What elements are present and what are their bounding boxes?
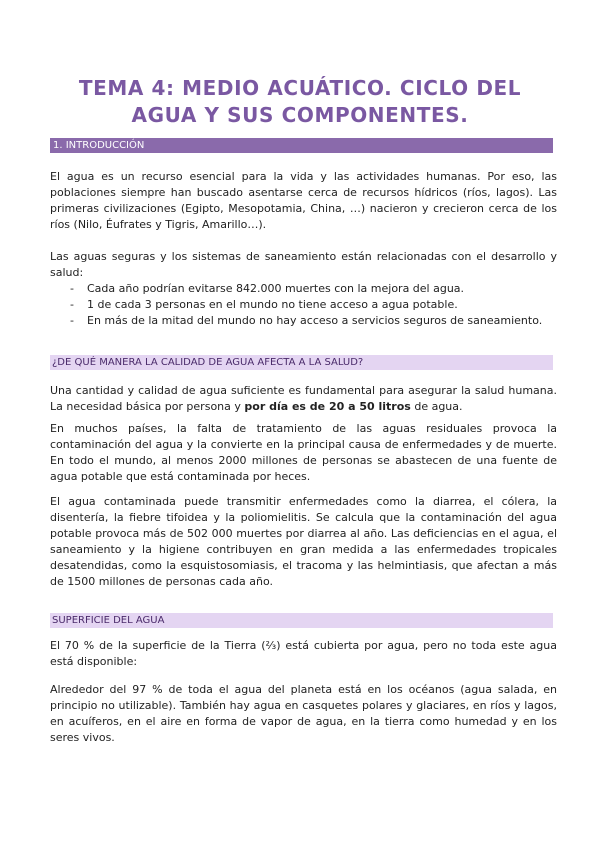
intro-paragraph-1: El agua es un recurso esencial para la vida y las actividades humanas. Por eso, las poblaciones siempre han buscado asentarse cerca de recursos hídricos (ríos, lagos). Las primeras civilizaciones (Egipto, Mesopotamia, China, …) nacieron y crecieron cerca de los ríos (Nilo, Éufrates y Tigris, Amarillo…). (50, 170, 557, 231)
section-heading-introduccion: 1. INTRODUCCIÓN (50, 138, 553, 153)
health-paragraph-1 (50, 383, 557, 415)
health-paragraph-2: En muchos países, la falta de tratamiento de las aguas residuales provoca la contaminación del agua y la convierte en la principal causa de enfermedades y de muerte. En todo el mundo, al menos 2000 millones de personas se abastecen de una fuente de agua potable que está contaminada por heces. (50, 422, 557, 483)
health-paragraph-1-text-a: Una cantidad y calidad de agua suficiente es fundamental para asegurar la salud humana. La necesidad básica por persona y (50, 384, 557, 413)
surface-paragraph-2: Alrededor del 97 % de toda el agua del planeta está en los océanos (agua salada, en principio no utilizable). También hay agua en casquetes polares y glaciares, en ríos y lagos, en acuíferos, en el aire en forma de vapor de agua, en la tierra como humedad y en los seres vivos. (50, 683, 557, 744)
list-item-text: En más de la mitad del mundo no hay acceso a servicios seguros de saneamiento. (87, 314, 543, 327)
title-line-2: AGUA Y SUS COMPONENTES. (131, 103, 469, 127)
bullet-dash: - (70, 298, 74, 311)
list-item-text: 1 de cada 3 personas en el mundo no tiene acceso a agua potable. (87, 298, 458, 311)
health-paragraph-1-text-b: de agua. (410, 400, 463, 413)
surface-paragraph-1: El 70 % de la superficie de la Tierra (⅔) está cubierta por agua, pero no toda este agua está disponible: (50, 639, 557, 668)
health-paragraph-3: El agua contaminada puede transmitir enfermedades como la diarrea, el cólera, la disentería, la fiebre tifoidea y la poliomielitis. Se calcula que la contaminación del agua potable provoca más de 502 000 muertes por diarrea al año. Las deficiencias en el agua, el saneamiento y la higiene contribuyen en gran medida a las enfermedades tropicales desatendidas, como la esquistosomiasis, el tracoma y las helmintiasis, que afectan a más de 1500 millones de personas cada año. (50, 495, 557, 588)
section-heading-superficie: SUPERFICIE DEL AGUA (50, 613, 553, 628)
health-paragraph-1-bold: por día es de 20 a 50 litros (244, 400, 411, 413)
list-item-text: Cada año podrían evitarse 842.000 muertes con la mejora del agua. (87, 282, 465, 295)
list-item (50, 297, 557, 313)
intro-bullet-list (50, 281, 557, 329)
list-item (50, 313, 557, 329)
section-heading-salud: ¿DE QUÉ MANERA LA CALIDAD DE AGUA AFECTA A LA SALUD? (50, 355, 553, 370)
list-item (50, 281, 557, 297)
bullet-dash: - (70, 314, 74, 327)
intro-paragraph-2: Las aguas seguras y los sistemas de saneamiento están relacionadas con el desarrollo y salud: (50, 250, 557, 279)
page-title (40, 75, 560, 129)
bullet-dash: - (70, 282, 74, 295)
title-line-1: TEMA 4: MEDIO ACUÁTICO. CICLO DEL (78, 76, 522, 100)
